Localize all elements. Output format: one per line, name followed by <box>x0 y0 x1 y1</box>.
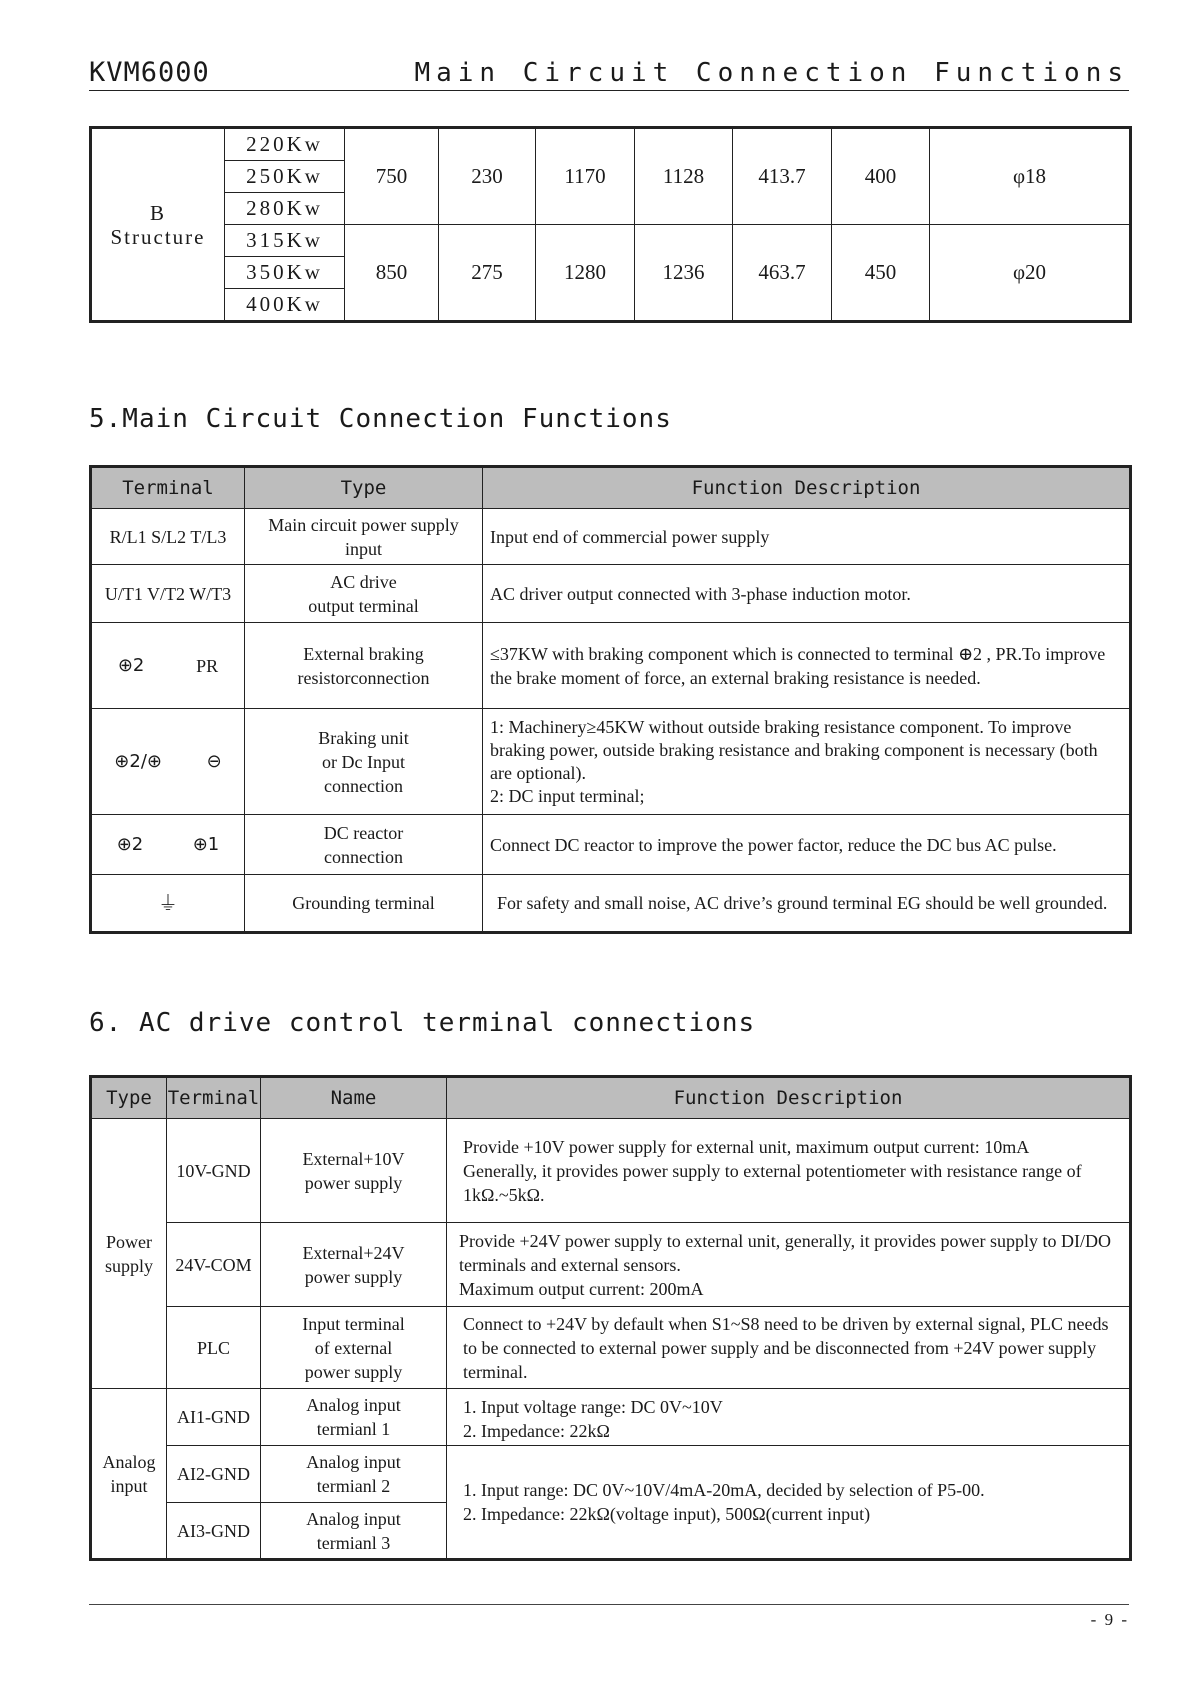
col-header-type: Type <box>91 1077 167 1119</box>
desc-cell: Connect DC reactor to improve the power factor, reduce the DC bus AC pulse. <box>483 815 1131 875</box>
model-cell: 350Kw <box>225 257 345 289</box>
desc-cell: Connect to +24V by default when S1~S8 need to be driven by external signal, PLC needs to be connected to external power supply and be disconnected from +24V power supply terminal. <box>447 1307 1131 1389</box>
terminal-cell: AI2-GND <box>167 1446 261 1503</box>
header-model: KVM6000 <box>89 57 210 88</box>
section5-title: 5.Main Circuit Connection Functions <box>89 404 672 434</box>
col-header-name: Name <box>261 1077 447 1119</box>
model-cell: 280Kw <box>225 193 345 225</box>
dim-cell: 1170 <box>536 128 635 225</box>
terminal-cell <box>91 709 245 815</box>
terminal-cell <box>91 815 245 875</box>
name-cell: Analog input termianl 2 <box>261 1446 447 1503</box>
name-cell: Analog input termianl 1 <box>261 1389 447 1446</box>
type-cell: External braking resistorconnection <box>245 623 483 709</box>
type-cell: Braking unit or Dc Input connection <box>245 709 483 815</box>
terminal-cell: 24V-COM <box>167 1223 261 1307</box>
name-cell: Analog input termianl 3 <box>261 1503 447 1560</box>
structure-label: B Structure <box>91 128 225 322</box>
desc-cell: 1. Input voltage range: DC 0V~10V 2. Impedance: 22kΩ <box>447 1389 1131 1446</box>
dim-cell: 450 <box>832 225 930 322</box>
desc-cell: 1. Input range: DC 0V~10V/4mA-20mA, decided by selection of P5-00. 2. Impedance: 22kΩ(voltage input), 500Ω(current input) <box>447 1446 1131 1560</box>
desc-cell: For safety and small noise, AC drive’s ground terminal EG should be well grounded. <box>483 875 1131 933</box>
header-section: Main Circuit Connection Functions <box>414 58 1129 88</box>
model-cell: 400Kw <box>225 289 345 322</box>
type-group-power: Power supply <box>91 1119 167 1389</box>
name-cell: External+24V power supply <box>261 1223 447 1307</box>
col-header-terminal: Terminal <box>91 467 245 509</box>
name-cell: Input terminal of external power supply <box>261 1307 447 1389</box>
desc-cell: Input end of commercial power supply <box>483 509 1131 565</box>
dim-cell: 413.7 <box>733 128 832 225</box>
dim-cell: 400 <box>832 128 930 225</box>
terminal-symbol: ⊖ <box>206 750 222 772</box>
desc-cell: Provide +24V power supply to external unit, generally, it provides power supply to DI/DO terminals and external sensors. Maximum output current: 200mA <box>447 1223 1131 1307</box>
footer-divider <box>89 1604 1129 1605</box>
model-cell: 250Kw <box>225 161 345 193</box>
terminal-cell <box>91 875 245 933</box>
dim-cell: 230 <box>439 128 536 225</box>
type-cell: Main circuit power supply input <box>245 509 483 565</box>
type-group-analog: Analog input <box>91 1389 167 1560</box>
terminal-symbol: ⊕2 <box>117 654 145 676</box>
type-cell: DC reactor connection <box>245 815 483 875</box>
type-cell: AC drive output terminal <box>245 565 483 623</box>
dim-cell: 1236 <box>635 225 733 322</box>
ground-icon: ⏚ <box>158 890 178 915</box>
terminal-symbol: ⊕2/⊕ <box>114 750 162 772</box>
terminal-symbol: ⊕1 <box>192 833 220 855</box>
terminal-cell: 10V-GND <box>167 1119 261 1223</box>
terminal-cell <box>91 623 245 709</box>
type-cell: Grounding terminal <box>245 875 483 933</box>
section6-title: 6. AC drive control terminal connections <box>89 1008 756 1038</box>
page-header <box>89 58 1129 91</box>
dim-cell: 1128 <box>635 128 733 225</box>
desc-cell: Provide +10V power supply for external unit, maximum output current: 10mA Generally, it provides power supply to external potentiometer with resistance range of 1kΩ.~5kΩ. <box>447 1119 1131 1223</box>
dim-cell: 1280 <box>536 225 635 322</box>
dim-cell: 850 <box>345 225 439 322</box>
dim-cell: φ18 <box>930 128 1131 225</box>
terminal-symbol: ⊕2 <box>116 833 144 855</box>
model-cell: 315Kw <box>225 225 345 257</box>
dim-cell: 750 <box>345 128 439 225</box>
name-cell: External+10V power supply <box>261 1119 447 1223</box>
dim-cell: 463.7 <box>733 225 832 322</box>
desc-cell: ≤37KW with braking component which is connected to terminal ⊕2 , PR.To improve the brake moment of force, an external braking resistance is needed. <box>483 623 1131 709</box>
terminal-cell: PLC <box>167 1307 261 1389</box>
control-terminal-table <box>89 1075 1132 1561</box>
main-circuit-table <box>89 465 1132 934</box>
col-header-type: Type <box>245 467 483 509</box>
dimension-table <box>89 126 1132 323</box>
terminal-cell: U/T1 V/T2 W/T3 <box>91 565 245 623</box>
terminal-cell: AI3-GND <box>167 1503 261 1560</box>
desc-cell: 1: Machinery≥45KW without outside braking resistance component. To improve braking power, outside braking resistance and braking component is necessary (both are optional). 2: DC input terminal; <box>483 709 1131 815</box>
model-cell: 220Kw <box>225 128 345 161</box>
page-number: - 9 - <box>1090 1610 1129 1629</box>
dim-cell: 275 <box>439 225 536 322</box>
terminal-symbol: PR <box>196 655 219 676</box>
terminal-cell: R/L1 S/L2 T/L3 <box>91 509 245 565</box>
col-header-terminal: Terminal <box>167 1077 261 1119</box>
col-header-desc: Function Description <box>447 1077 1131 1119</box>
terminal-cell: AI1-GND <box>167 1389 261 1446</box>
desc-cell: AC driver output connected with 3-phase induction motor. <box>483 565 1131 623</box>
dim-cell: φ20 <box>930 225 1131 322</box>
col-header-desc: Function Description <box>483 467 1131 509</box>
